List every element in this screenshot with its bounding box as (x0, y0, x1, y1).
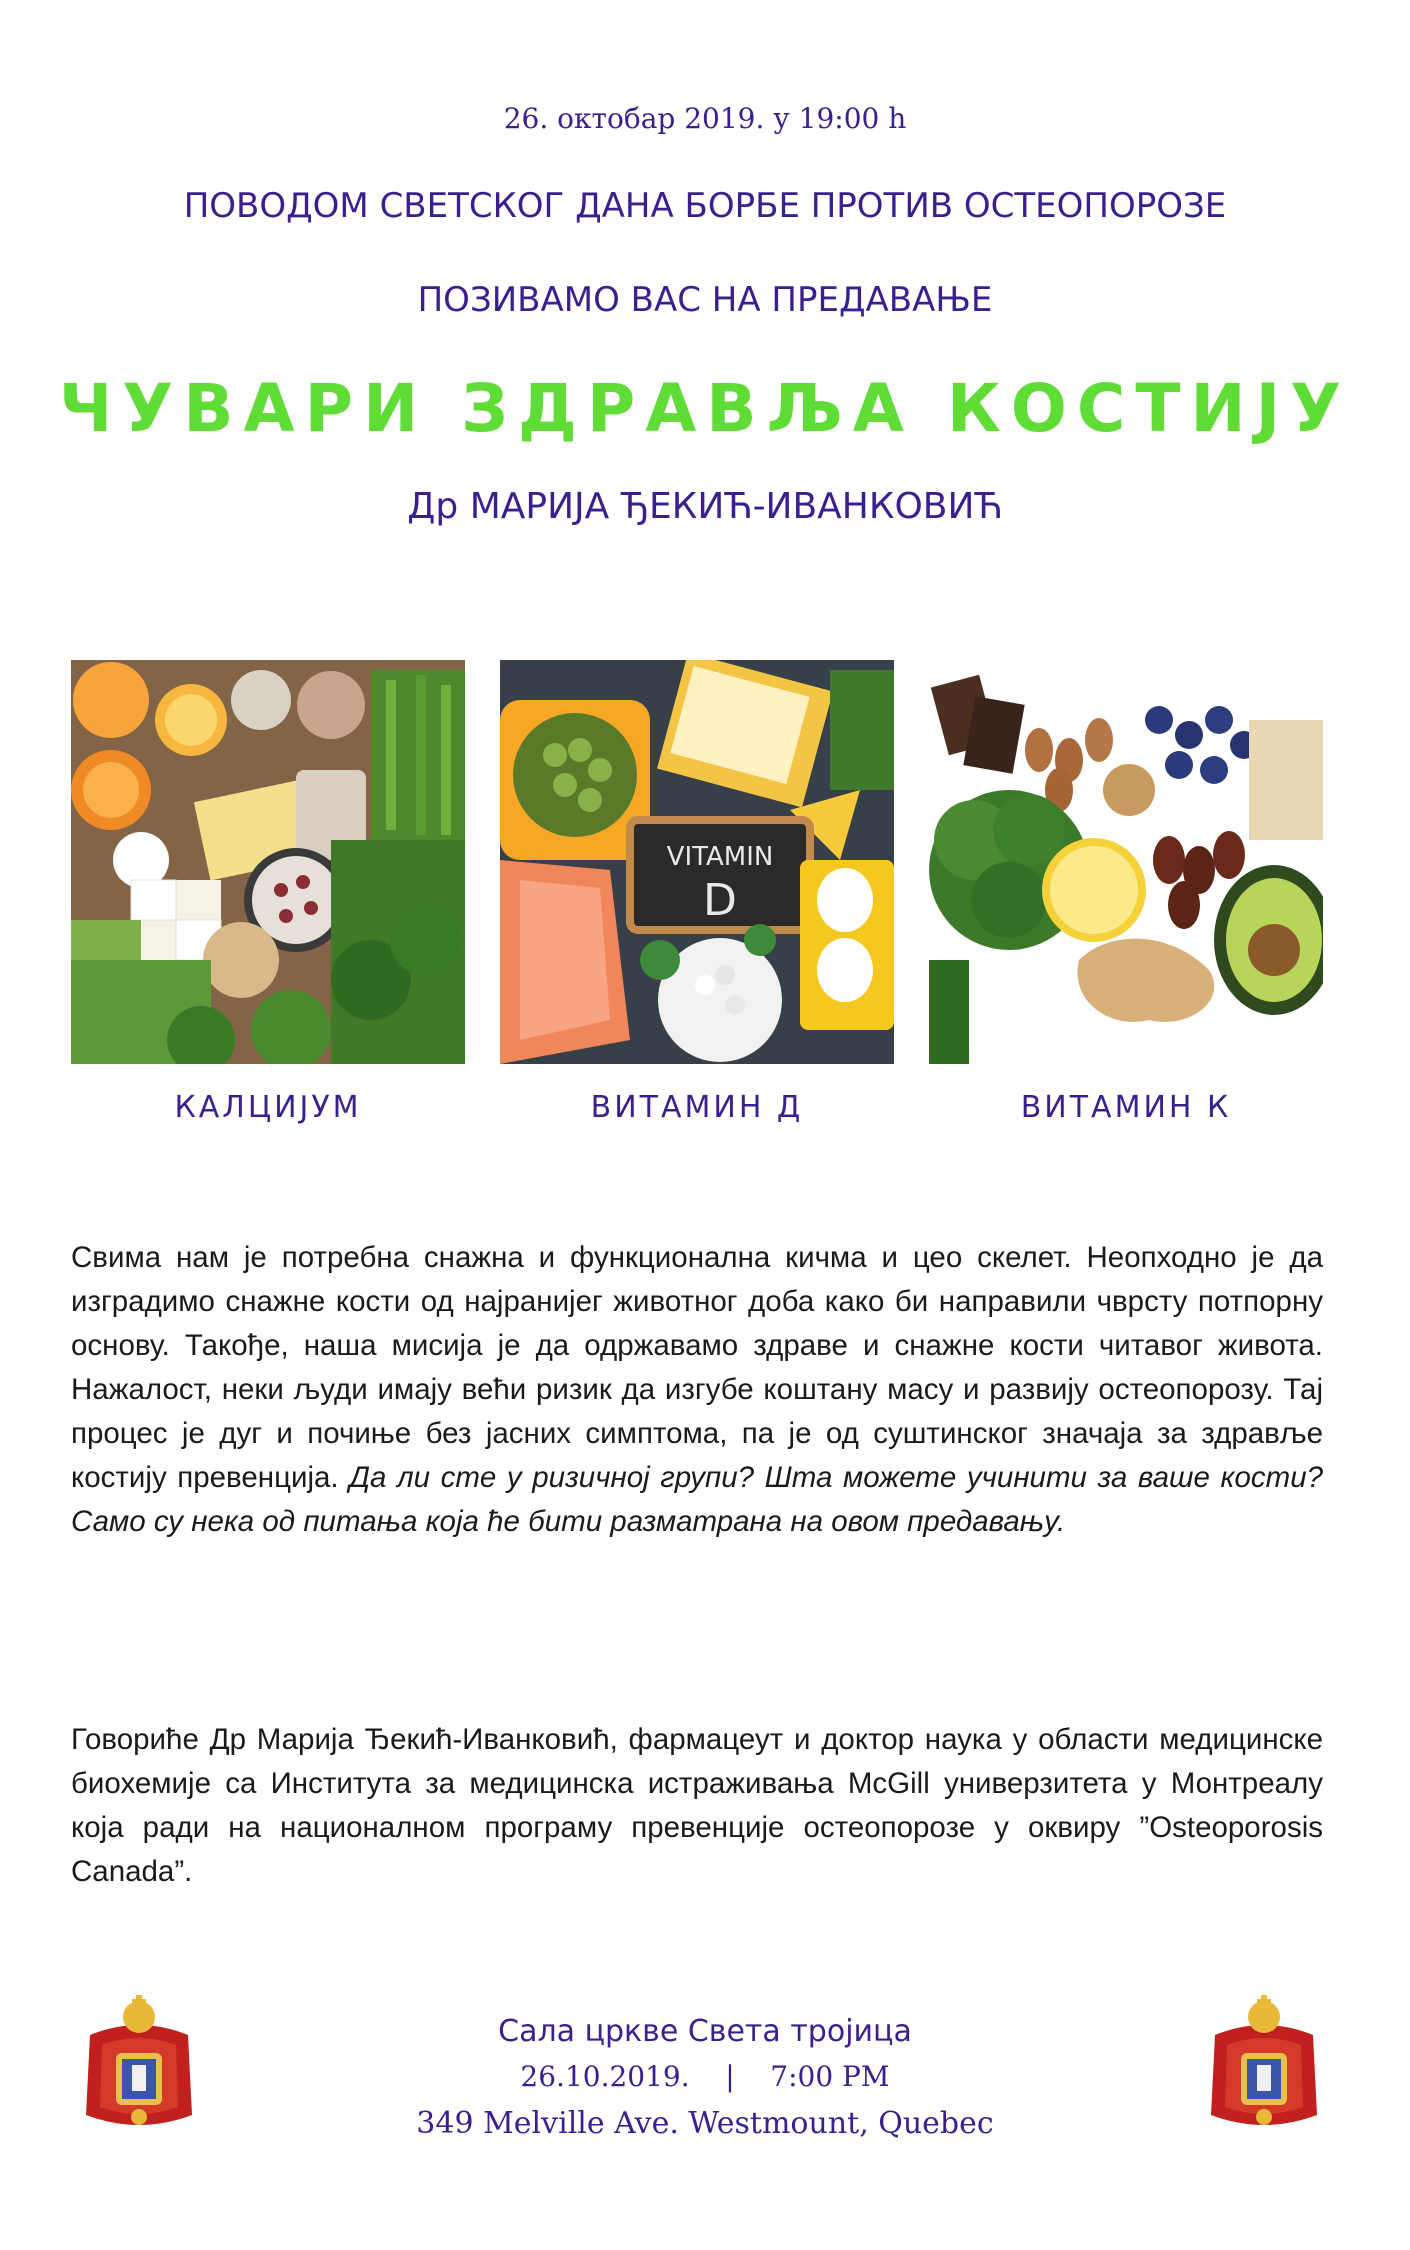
venue-address: 349 Melville Ave. Westmount, Quebec (416, 2106, 994, 2141)
intro-paragraph (71, 1236, 1323, 1544)
caption-vitamin-k: ВИТАМИН К (1020, 1090, 1232, 1125)
chalkboard-letter: D (703, 875, 737, 926)
vitamin-d-foods-photo (500, 660, 894, 1064)
intro-paragraph-questions: Да ли сте у ризичној групи? Шта можете учинити за ваше кости? Само су нека од питања која ће бити разматрана на овом предавању. (71, 1461, 1324, 1538)
speaker-bio-paragraph: Говориће Др Марија Ђекић-Иванковић, фармацеут и доктор наука у области медицинске биохемије са Института за медицинска истраживања McGill универзитета у Монтреалу која ради на националном програму превенције остеопорозе у оквиру ”Osteoporosis Canada”. (71, 1723, 1323, 1888)
church-coat-of-arms-icon (1205, 1995, 1323, 2130)
venue-name: Сала цркве Света тројица (498, 2014, 912, 2049)
venue-date-time: 26.10.2019. | 7:00 PM (520, 2060, 890, 2093)
chalkboard-text: VITAMIN (666, 842, 774, 872)
vitamin-k-foods-photo (929, 660, 1323, 1064)
lecture-title: ЧУВАРИ ЗДРАВЉА КОСТИЈУ (58, 370, 1352, 447)
event-date-line: 26. октобар 2019. у 19:00 h (503, 102, 907, 135)
occasion-heading: ПОВОДОМ СВЕТСКОГ ДАНА БОРБЕ ПРОТИВ ОСТЕОПОРОЗЕ (183, 186, 1227, 226)
invite-heading: ПОЗИВАМО ВАС НА ПРЕДАВАЊЕ (417, 280, 993, 320)
calcium-foods-photo (71, 660, 465, 1064)
speaker-name: Др МАРИЈА ЂЕКИЋ-ИВАНКОВИЋ (407, 486, 1003, 527)
intro-paragraph-text: Свима нам је потребна снажна и функционална кичма и цео скелет. Неопходно је да изградимо снажне кости од најранијег животног доба како би направили чврсту потпорну основу. Такође, наша мисија је да одржавамо здраве и снажне кости читавог живота. Нажалост, неки људи имају већи ризик да изгубе коштану масу и развију остеопорозу. Тај процес је дуг и почиње без јасних симптома, па је од суштинског значаја за здравље костију превенција. (71, 1241, 1323, 1494)
caption-vitamin-d: ВИТАМИН Д (590, 1090, 804, 1125)
caption-calcium: КАЛЦИЈУМ (174, 1090, 362, 1125)
